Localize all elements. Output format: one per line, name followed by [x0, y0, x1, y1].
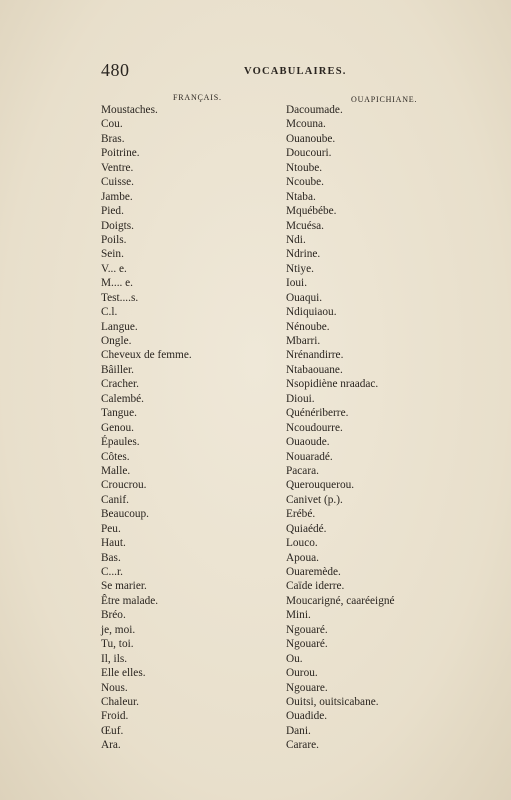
- ouapichiane-word: Dani.: [286, 724, 311, 737]
- french-word: C...r.: [101, 566, 123, 578]
- vocabulary-row: [0, 204, 511, 218]
- french-word: Ongle.: [101, 335, 132, 347]
- french-word: Haut.: [101, 537, 126, 550]
- french-word: Doigts.: [101, 219, 134, 232]
- vocabulary-row: [0, 652, 511, 666]
- ouapichiane-word: Mcuésa.: [286, 219, 324, 232]
- vocabulary-row: [0, 392, 511, 406]
- vocabulary-row: [0, 493, 511, 507]
- ouapichiane-word: Ouaqui.: [286, 291, 323, 304]
- ouapichiane-word: Ou.: [286, 652, 303, 665]
- ouapichiane-word: Ntaba.: [286, 190, 316, 203]
- vocabulary-row: [0, 608, 511, 622]
- vocabulary-row: [0, 637, 511, 651]
- ouapichiane-word: Dacoumade.: [286, 104, 343, 116]
- vocabulary-row: [0, 348, 511, 362]
- ouapichiane-word: Mquébébe.: [286, 205, 337, 218]
- ouapichiane-word: Ouitsi, ouitsicabane.: [286, 695, 379, 708]
- ouapichiane-word: Mini.: [286, 609, 311, 622]
- ouapichiane-word: Ntabaouane.: [286, 363, 343, 376]
- ouapichiane-word: Ouaoude.: [286, 436, 330, 449]
- french-word: Il, ils.: [101, 652, 128, 665]
- vocabulary-row: [0, 262, 511, 276]
- french-word: Elle elles.: [101, 667, 146, 680]
- french-word: Ara.: [101, 739, 121, 752]
- vocabulary-row: [0, 594, 511, 608]
- vocabulary-row: [0, 146, 511, 160]
- vocabulary-row: [0, 219, 511, 233]
- french-word: Nous.: [101, 681, 128, 694]
- ouapichiane-word: Pacara.: [286, 464, 319, 477]
- ouapichiane-word: Ntiye.: [286, 262, 314, 275]
- vocabulary-row: [0, 117, 511, 131]
- french-word: Beaucoup.: [101, 508, 149, 521]
- vocabulary-row: [0, 132, 511, 146]
- running-title: VOCABULAIRES.: [244, 66, 347, 77]
- french-word: Épaules.: [101, 436, 140, 449]
- french-word: Jambe.: [101, 190, 133, 203]
- vocabulary-row: [0, 724, 511, 738]
- ouapichiane-word: Caïde iderre.: [286, 580, 345, 593]
- french-word: Test....s.: [101, 291, 139, 304]
- french-word: Être malade.: [101, 594, 159, 607]
- vocabulary-row: [0, 305, 511, 319]
- vocabulary-row: [0, 435, 511, 449]
- vocabulary-row: [0, 320, 511, 334]
- vocabulary-row: [0, 276, 511, 290]
- ouapichiane-word: Quiaédé.: [286, 522, 327, 535]
- ouapichiane-word: Mcouna.: [286, 118, 326, 131]
- ouapichiane-word: Apoua.: [286, 551, 319, 564]
- ouapichiane-word: Querouquerou.: [286, 479, 355, 492]
- vocabulary-row: [0, 522, 511, 536]
- french-word: Tu, toi.: [101, 638, 134, 651]
- column-heading-ouapichiane: OUAPICHIANE.: [351, 95, 418, 104]
- ouapichiane-word: Erébé.: [286, 508, 316, 521]
- ouapichiane-word: Ndrine.: [286, 248, 321, 261]
- vocabulary-row: [0, 103, 511, 117]
- vocabulary-row: [0, 695, 511, 709]
- french-word: Poitrine.: [101, 147, 140, 160]
- vocabulary-row: [0, 507, 511, 521]
- ouapichiane-word: Ncoudourre.: [286, 421, 343, 434]
- ouapichiane-word: Nouaradé.: [286, 450, 333, 463]
- vocabulary-row: [0, 161, 511, 175]
- ouapichiane-word: Ioui.: [286, 277, 308, 290]
- french-word: Bras.: [101, 132, 125, 145]
- french-word: Se marier.: [101, 580, 147, 593]
- ouapichiane-word: Ouanoube.: [286, 132, 336, 145]
- vocabulary-row: [0, 623, 511, 637]
- ouapichiane-word: Nsopidiène nraadac.: [286, 378, 379, 391]
- ouapichiane-word: Dioui.: [286, 392, 315, 405]
- french-word: Malle.: [101, 464, 131, 477]
- french-word: V... e.: [101, 262, 127, 275]
- vocabulary-row: [0, 579, 511, 593]
- ouapichiane-word: Ncoube.: [286, 176, 324, 189]
- french-word: Calembé.: [101, 392, 144, 405]
- ouapichiane-word: Ngouaré.: [286, 638, 328, 651]
- ouapichiane-word: Doucouri.: [286, 147, 332, 160]
- french-word: Ventre.: [101, 161, 134, 174]
- page-number: 480: [101, 60, 130, 80]
- vocabulary-row: [0, 666, 511, 680]
- ouapichiane-word: Ntoube.: [286, 161, 323, 174]
- vocabulary-row: [0, 464, 511, 478]
- french-word: Chaleur.: [101, 695, 139, 708]
- vocabulary-row: [0, 421, 511, 435]
- french-word: Bâiller.: [101, 363, 134, 376]
- vocabulary-row: [0, 175, 511, 189]
- vocabulary-row: [0, 681, 511, 695]
- french-word: Bréo.: [101, 609, 126, 622]
- vocabulary-row: [0, 450, 511, 464]
- ouapichiane-word: Ouadide.: [286, 710, 328, 723]
- vocabulary-row: [0, 363, 511, 377]
- vocabulary-row: [0, 190, 511, 204]
- french-word: Cuisse.: [101, 176, 134, 189]
- french-word: C.l.: [101, 306, 118, 319]
- ouapichiane-word: Canivet (p.).: [286, 493, 343, 506]
- french-word: Côtes.: [101, 450, 130, 463]
- vocabulary-row: [0, 709, 511, 723]
- ouapichiane-word: Carare.: [286, 739, 319, 752]
- ouapichiane-word: Ngouaré.: [286, 623, 328, 636]
- ouapichiane-word: Ouaremède.: [286, 566, 341, 578]
- ouapichiane-word: Mbarri.: [286, 335, 321, 347]
- french-word: Croucrou.: [101, 479, 147, 492]
- french-word: Tangue.: [101, 407, 137, 420]
- french-word: Cracher.: [101, 378, 139, 391]
- vocabulary-row: [0, 377, 511, 391]
- vocabulary-row: [0, 406, 511, 420]
- ouapichiane-word: Nénoube.: [286, 320, 330, 333]
- vocabulary-row: [0, 536, 511, 550]
- ouapichiane-word: Ndi.: [286, 233, 306, 246]
- vocabulary-row: [0, 233, 511, 247]
- french-word: Langue.: [101, 320, 138, 333]
- french-word: Froid.: [101, 710, 129, 723]
- vocabulary-row: [0, 334, 511, 348]
- vocabulary-row: [0, 291, 511, 305]
- vocabulary-row: [0, 247, 511, 261]
- french-word: Œuf.: [101, 724, 124, 737]
- french-word: Poils.: [101, 233, 127, 246]
- french-word: M.... e.: [101, 277, 134, 290]
- french-word: Cheveux de femme.: [101, 349, 192, 362]
- french-word: Genou.: [101, 421, 134, 434]
- french-word: Cou.: [101, 118, 123, 131]
- french-word: Peu.: [101, 522, 121, 535]
- french-word: Moustaches.: [101, 104, 158, 116]
- vocabulary-row: [0, 478, 511, 492]
- vocabulary-list: [0, 103, 511, 753]
- ouapichiane-word: Nrénandirre.: [286, 349, 344, 362]
- french-word: Pied.: [101, 205, 124, 218]
- column-heading-french: FRANÇAIS.: [173, 93, 222, 102]
- ouapichiane-word: Quénériberre.: [286, 407, 349, 420]
- french-word: je, moi.: [101, 623, 136, 636]
- vocabulary-row: [0, 738, 511, 752]
- vocabulary-row: [0, 551, 511, 565]
- ouapichiane-word: Ngouare.: [286, 681, 328, 694]
- vocabulary-row: [0, 565, 511, 579]
- ouapichiane-word: Ndiquiaou.: [286, 306, 337, 319]
- french-word: Canif.: [101, 493, 129, 506]
- french-word: Bas.: [101, 551, 121, 564]
- ouapichiane-word: Ourou.: [286, 667, 318, 680]
- ouapichiane-word: Moucarigné, caaréeigné: [286, 594, 395, 607]
- french-word: Sein.: [101, 248, 124, 261]
- ouapichiane-word: Louco.: [286, 537, 318, 550]
